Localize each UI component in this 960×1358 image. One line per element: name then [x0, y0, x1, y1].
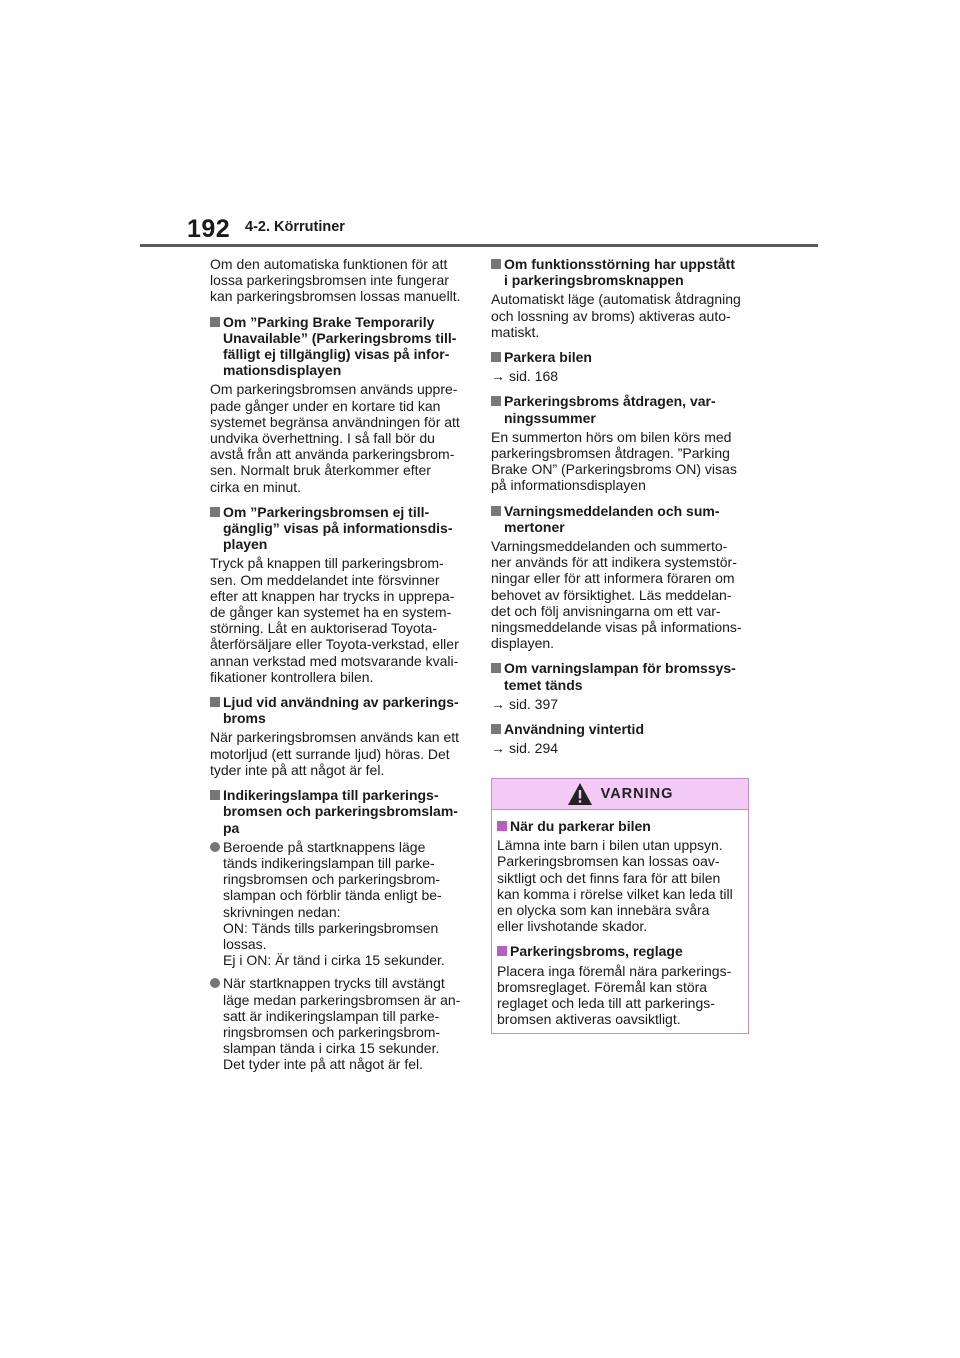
page-reference-397[interactable]: → sid. 397	[491, 695, 559, 712]
text-line: Om parkeringsbromsen används uppre-	[210, 381, 458, 398]
text-line: en olycka som kan innebära svåra	[497, 902, 710, 919]
warning-heading-parking	[497, 818, 744, 834]
right-column	[491, 256, 749, 765]
left-column	[210, 256, 468, 1080]
text-line: eller livshotande skador.	[497, 918, 648, 935]
heading-park-car	[491, 349, 749, 365]
text-line: slampan tända i cirka 15 sekunder.	[223, 1040, 440, 1057]
text-line: bromsreglaget. Föremål kan störa	[497, 978, 708, 995]
warning-paragraph-objects	[497, 963, 744, 1028]
text-line: ner används för att indikera systemstör-	[491, 554, 737, 571]
text-line: Parkeringsbroms, reglage	[510, 943, 683, 960]
square-bullet-icon	[491, 259, 501, 269]
text-line: avstå från att använda parkeringsbrom-	[210, 446, 455, 463]
text-line: annan verkstad med motsvarande kvali-	[210, 652, 459, 669]
text-line: motorljud (ett surrande ljud) höras. Det	[210, 745, 450, 762]
bullet-item-start-button	[210, 839, 468, 969]
text-line: skrivningen nedan:	[223, 903, 341, 920]
square-bullet-icon	[491, 396, 501, 406]
text-line: sen. Om meddelandet inte försvinner	[210, 571, 440, 588]
text-line: displayen.	[491, 635, 555, 652]
text-line: Ljud vid användning av parkerings-	[223, 694, 459, 711]
text-line: tyder inte på att något är fel.	[210, 761, 385, 778]
text-line: sen. Normalt bruk återkommer efter	[210, 462, 431, 479]
text-line: Varningsmeddelanden och summerto-	[491, 538, 728, 555]
text-line: mertoner	[504, 518, 565, 535]
warning-title: VARNING	[600, 786, 674, 802]
text-line: parkeringsbromsen åtdragen. ”Parking	[491, 445, 730, 462]
round-bullet-icon	[210, 978, 220, 988]
warning-body	[492, 810, 748, 1027]
heading-brake-not-available	[210, 504, 468, 553]
text-line: Tryck på knappen till parkeringsbrom-	[210, 555, 444, 572]
arrow-right-icon: →	[491, 695, 505, 712]
arrow-right-icon: →	[491, 368, 505, 385]
text-line: efter att knappen har trycks in upprepa-	[210, 587, 455, 604]
text-line: Parkera bilen	[504, 349, 592, 366]
page-reference-168[interactable]: → sid. 168	[491, 368, 559, 385]
warning-header	[492, 779, 748, 810]
text-line: Beroende på startknappens läge	[223, 838, 426, 855]
text-line: behovet av försiktighet. Läs meddelan-	[491, 586, 732, 603]
section-title: 4-2. Körrutiner	[245, 219, 345, 235]
text-line: Placera inga föremål nära parkerings-	[497, 962, 732, 979]
text-line: reglaget och leda till att parkerings-	[497, 995, 715, 1012]
paragraph-warning-messages	[491, 538, 749, 651]
bullet-item-off-mode	[210, 975, 468, 1072]
warning-heading-switch	[497, 943, 744, 959]
text-line: Indikeringslampa till parkerings-	[223, 787, 439, 804]
square-bullet-icon	[497, 821, 507, 831]
text-line: När startknappen trycks till avstängt	[223, 975, 445, 992]
text-line: pa	[223, 819, 240, 836]
text-line: ON: Tänds tills parkeringsbromsen	[223, 919, 439, 936]
intro-paragraph	[210, 256, 468, 305]
text-line: slampan och förblir tända enligt be-	[223, 887, 442, 904]
text-line: playen	[223, 536, 268, 553]
square-bullet-icon	[491, 663, 501, 673]
text-line: lossa parkeringsbromsen inte fungerar	[210, 272, 449, 289]
text-line: ningar eller för att informera föraren om	[491, 570, 735, 587]
text-line: mationsdisplayen	[223, 362, 342, 379]
paragraph-buzzer	[491, 429, 749, 494]
text-line: tänds indikeringslampan till parke-	[223, 854, 435, 871]
text-line: När du parkerar bilen	[510, 818, 651, 834]
text-line: pade gånger under en kortare tid kan	[210, 397, 441, 414]
text-line: det och följ anvisningarna om ett var-	[491, 602, 721, 619]
text-line: och lossning av broms) aktiveras auto-	[491, 307, 731, 324]
arrow-right-icon: →	[491, 740, 505, 757]
text-line: ringsbromsen och parkeringsbrom-	[223, 871, 441, 888]
text-line: bromsen och parkeringsbromslam-	[223, 803, 458, 820]
text-line: broms	[223, 710, 266, 727]
text-line: fikationer kontrollera bilen.	[210, 668, 374, 685]
square-bullet-icon	[491, 506, 501, 516]
text-line: När parkeringsbromsen används kan ett	[210, 729, 460, 746]
text-line: kan komma i rörelse vilket kan leda till	[497, 885, 733, 902]
square-bullet-icon	[497, 946, 507, 956]
text-line: Om den automatiska funktionen för att	[210, 256, 448, 272]
text-line: Om varningslampan för bromssys-	[504, 660, 736, 677]
warning-box	[491, 778, 749, 1034]
square-bullet-icon	[491, 724, 501, 734]
text-line: Om funktionsstörning har uppstått	[504, 256, 735, 272]
heading-indicator-lamp	[210, 787, 468, 836]
paragraph-overheating	[210, 381, 468, 494]
text-line: Parkeringsbroms åtdragen, var-	[504, 393, 716, 410]
warning-paragraph-children	[497, 837, 744, 934]
square-bullet-icon	[210, 697, 220, 707]
text-line: störning. Låt en auktoriserad Toyota-	[210, 620, 437, 637]
text-line: Unavailable” (Parkeringsbroms till-	[223, 329, 457, 346]
text-line: systemet begränsa användningen för att	[210, 413, 460, 430]
text-line: Om ”Parking Brake Temporarily	[223, 313, 435, 330]
text-line: de gånger kan systemet ha en system-	[210, 604, 452, 621]
text-line: Det tyder inte på att något är fel.	[223, 1056, 424, 1073]
text-line: på informationsdisplayen	[491, 477, 646, 494]
text-line: återförsäljare eller Toyota-verkstad, eller	[210, 636, 459, 653]
heading-brake-buzzer	[491, 393, 749, 425]
text-line: satt är indikeringslampan till parke-	[223, 1007, 440, 1024]
heading-parking-brake-unavailable	[210, 314, 468, 379]
text-line: läge medan parkeringsbromsen är an-	[223, 991, 461, 1008]
heading-sound	[210, 694, 468, 726]
round-bullet-icon	[210, 842, 220, 852]
text-line: gänglig” visas på informationsdis-	[223, 520, 453, 537]
text-line: Automatiskt läge (automatisk åtdragning	[491, 291, 741, 308]
square-bullet-icon	[210, 317, 220, 327]
paragraph-motor-sound	[210, 729, 468, 778]
text-line: matiskt.	[491, 323, 540, 340]
text-line: Lämna inte barn i bilen utan uppsyn.	[497, 837, 723, 854]
text-line: Brake ON” (Parkeringsbroms ON) visas	[491, 461, 737, 478]
text-line: fälligt ej tillgänglig) visas på infor-	[223, 346, 450, 363]
text-line: lossas.	[223, 935, 267, 952]
header-rule	[140, 244, 818, 247]
paragraph-press-button	[210, 555, 468, 685]
warning-triangle-icon	[567, 782, 593, 806]
text-line: siktligt och det finns fara för att bilen	[497, 869, 721, 886]
heading-winter-use	[491, 721, 749, 737]
square-bullet-icon	[491, 352, 501, 362]
text-line: i parkeringsbromsknappen	[504, 272, 684, 289]
text-line: En summerton hörs om bilen körs med	[491, 428, 732, 445]
text-line: ningsmeddelande visas på informations-	[491, 619, 742, 636]
text-line: undvika överhettning. I så fall bör du	[210, 430, 435, 447]
paragraph-auto-mode	[491, 291, 749, 340]
text-line: Parkeringsbromsen kan lossas oav-	[497, 853, 720, 870]
text-line: ningssummer	[504, 409, 596, 426]
text-line: ringsbromsen och parkeringsbrom-	[223, 1023, 441, 1040]
text-line: temet tänds	[504, 676, 583, 693]
heading-brake-warning-lamp	[491, 660, 749, 692]
text-line: Användning vintertid	[504, 721, 644, 738]
text-line: Om ”Parkeringsbromsen ej till-	[223, 503, 430, 520]
page-number: 192	[187, 215, 231, 243]
text-line: cirka en minut.	[210, 478, 302, 495]
heading-button-malfunction	[491, 256, 749, 288]
text-line: Varningsmeddelanden och sum-	[504, 502, 720, 519]
square-bullet-icon	[210, 790, 220, 800]
text-line: bromsen aktiveras oavsiktligt.	[497, 1011, 681, 1028]
heading-warning-messages	[491, 503, 749, 535]
text-line: kan parkeringsbromsen lossas manuellt.	[210, 288, 461, 305]
square-bullet-icon	[210, 507, 220, 517]
page-reference-294[interactable]: → sid. 294	[491, 740, 559, 757]
text-line: Ej i ON: Är tänd i cirka 15 sekunder.	[223, 952, 445, 969]
